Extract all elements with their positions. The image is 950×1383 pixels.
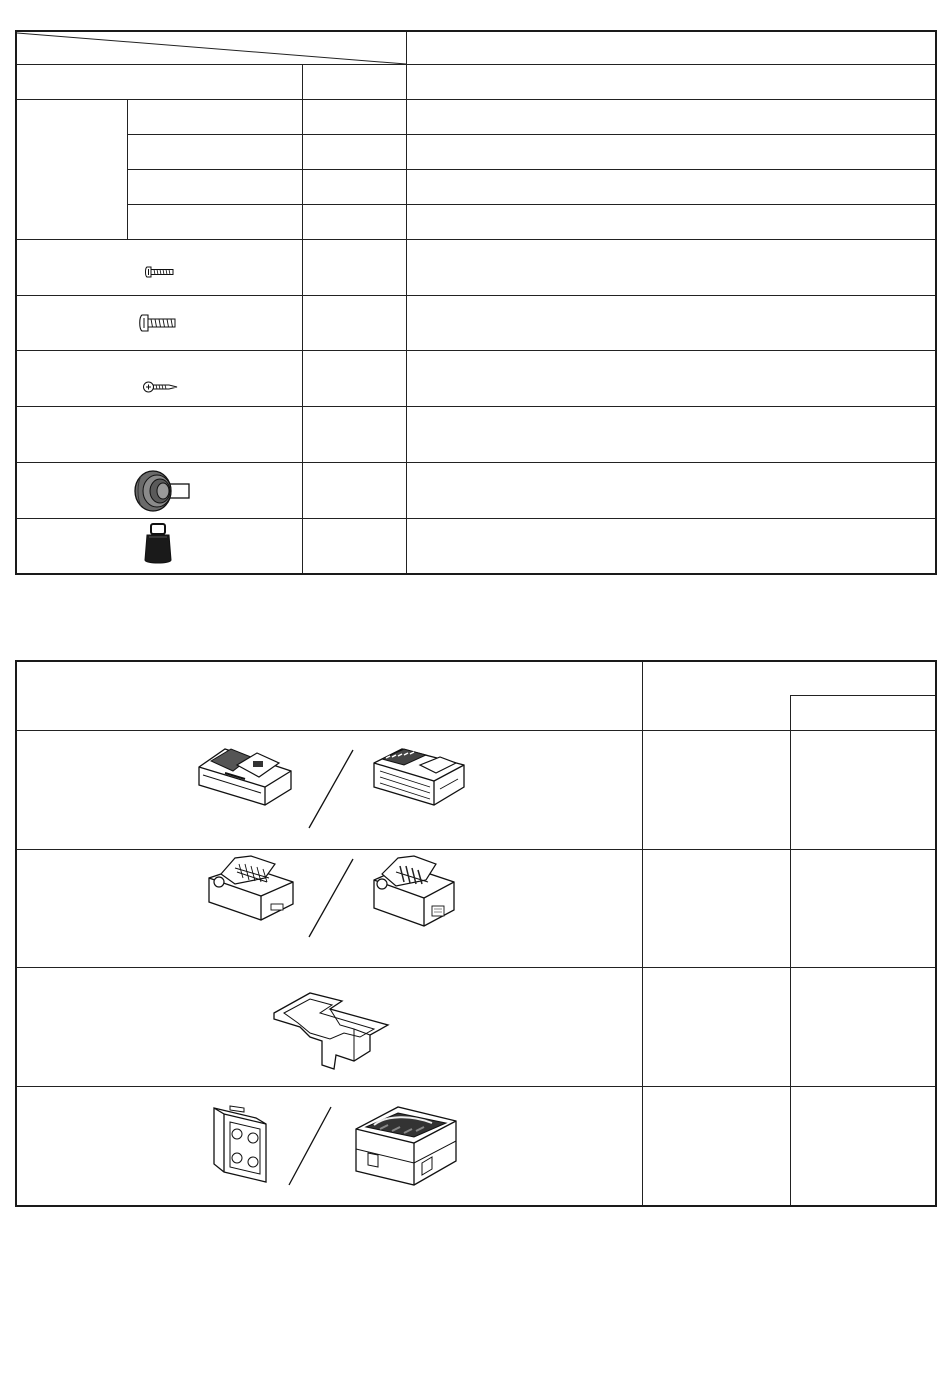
row-divider <box>17 462 935 463</box>
self-tapping-screw-icon <box>143 381 179 393</box>
row-divider <box>127 169 935 170</box>
header-diagonal-line <box>0 0 950 80</box>
row-divider <box>17 64 935 65</box>
slash-separator-icon <box>305 857 357 939</box>
dust-cover-bracket-icon <box>270 985 394 1071</box>
battery-slim-icon <box>205 852 297 924</box>
row-divider <box>17 99 935 100</box>
row-divider <box>17 295 935 296</box>
row-divider <box>17 967 935 968</box>
row-divider <box>17 518 935 519</box>
carrying-case-small-icon <box>210 1102 272 1186</box>
charger-compact-icon <box>195 745 295 807</box>
column-divider <box>302 64 303 573</box>
row-divider <box>17 239 935 240</box>
accessory-table-border <box>15 660 937 1207</box>
column-divider <box>127 99 128 239</box>
row-divider <box>127 204 935 205</box>
slash-separator-icon <box>285 1105 335 1187</box>
medium-pan-head-screw-icon <box>139 314 179 332</box>
wall-plug-icon <box>133 470 195 512</box>
column-divider <box>790 695 791 1205</box>
row-divider <box>17 1086 935 1087</box>
charger-fast-icon <box>370 745 468 809</box>
row-divider <box>17 350 935 351</box>
row-divider <box>17 406 935 407</box>
column-divider <box>642 662 643 1205</box>
row-divider <box>790 695 935 696</box>
row-divider <box>127 134 935 135</box>
row-divider <box>17 730 935 731</box>
column-divider <box>406 32 407 573</box>
anchor-cap-icon <box>143 522 173 566</box>
system-case-icon <box>352 1105 460 1187</box>
short-pan-head-screw-icon <box>145 266 177 278</box>
slash-separator-icon <box>305 748 357 830</box>
row-divider <box>17 849 935 850</box>
battery-large-icon <box>370 852 458 928</box>
